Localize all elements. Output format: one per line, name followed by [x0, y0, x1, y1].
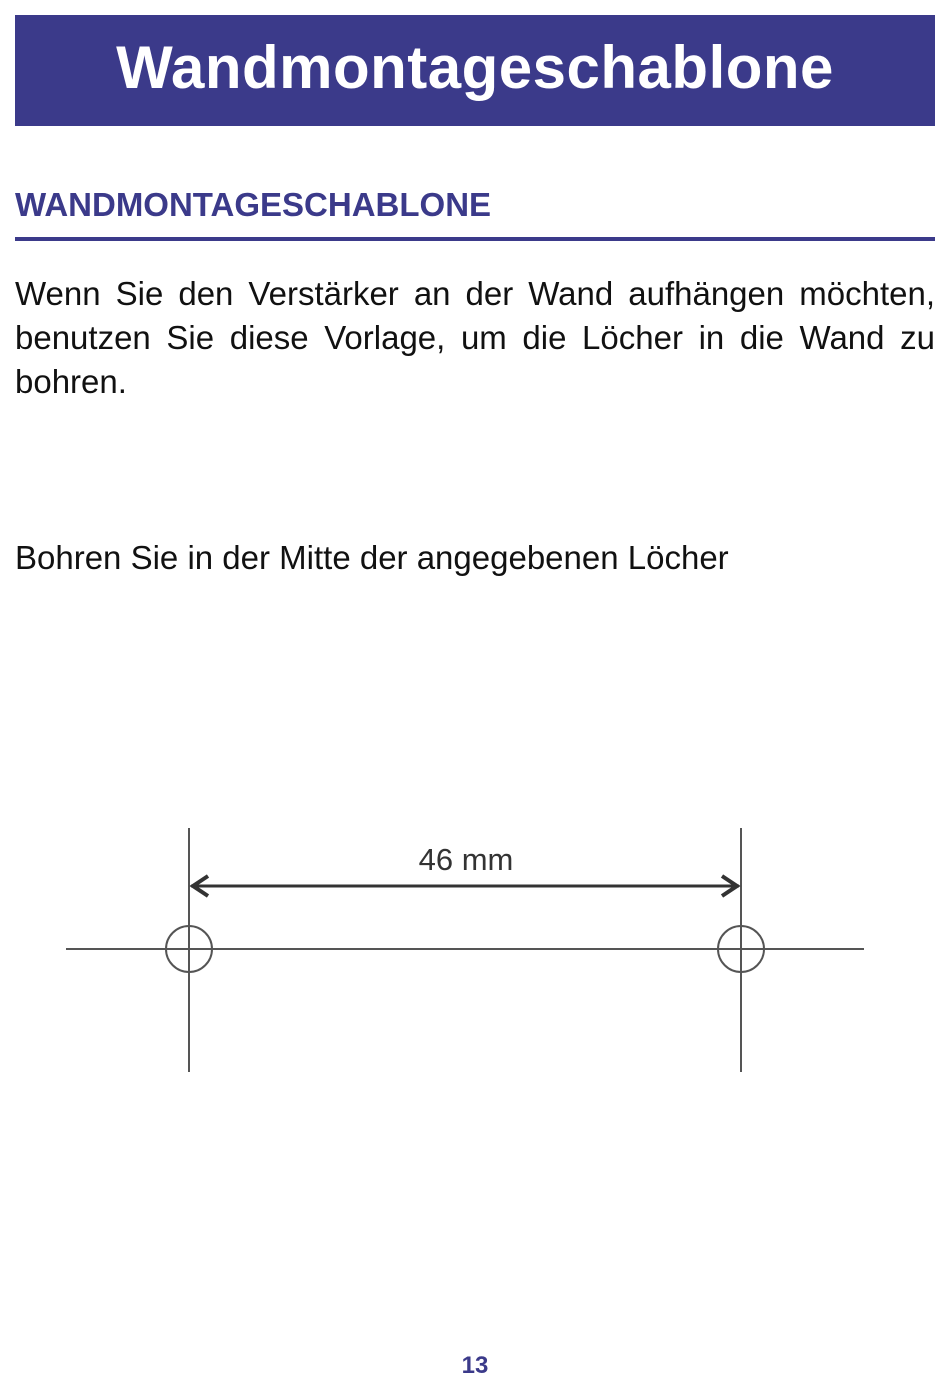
section-divider [15, 237, 935, 241]
page-number: 13 [461, 1352, 489, 1379]
drilling-instruction: Bohren Sie in der Mitte der angegebenen Löcher [15, 539, 729, 576]
section-heading: WANDMONTAGESCHABLONE [15, 186, 492, 223]
mounting-template-drawing [60, 820, 870, 1080]
page-title: Wandmontageschablone [116, 34, 834, 101]
dimension-label: 46 mm [418, 842, 514, 877]
title-banner [15, 15, 935, 126]
intro-paragraph: Wenn Sie den Verstärker an der Wand aufhängen möchten, benutzen Sie diese Vorlage, um die Löcher in die Wand zu bohren. [15, 275, 935, 400]
